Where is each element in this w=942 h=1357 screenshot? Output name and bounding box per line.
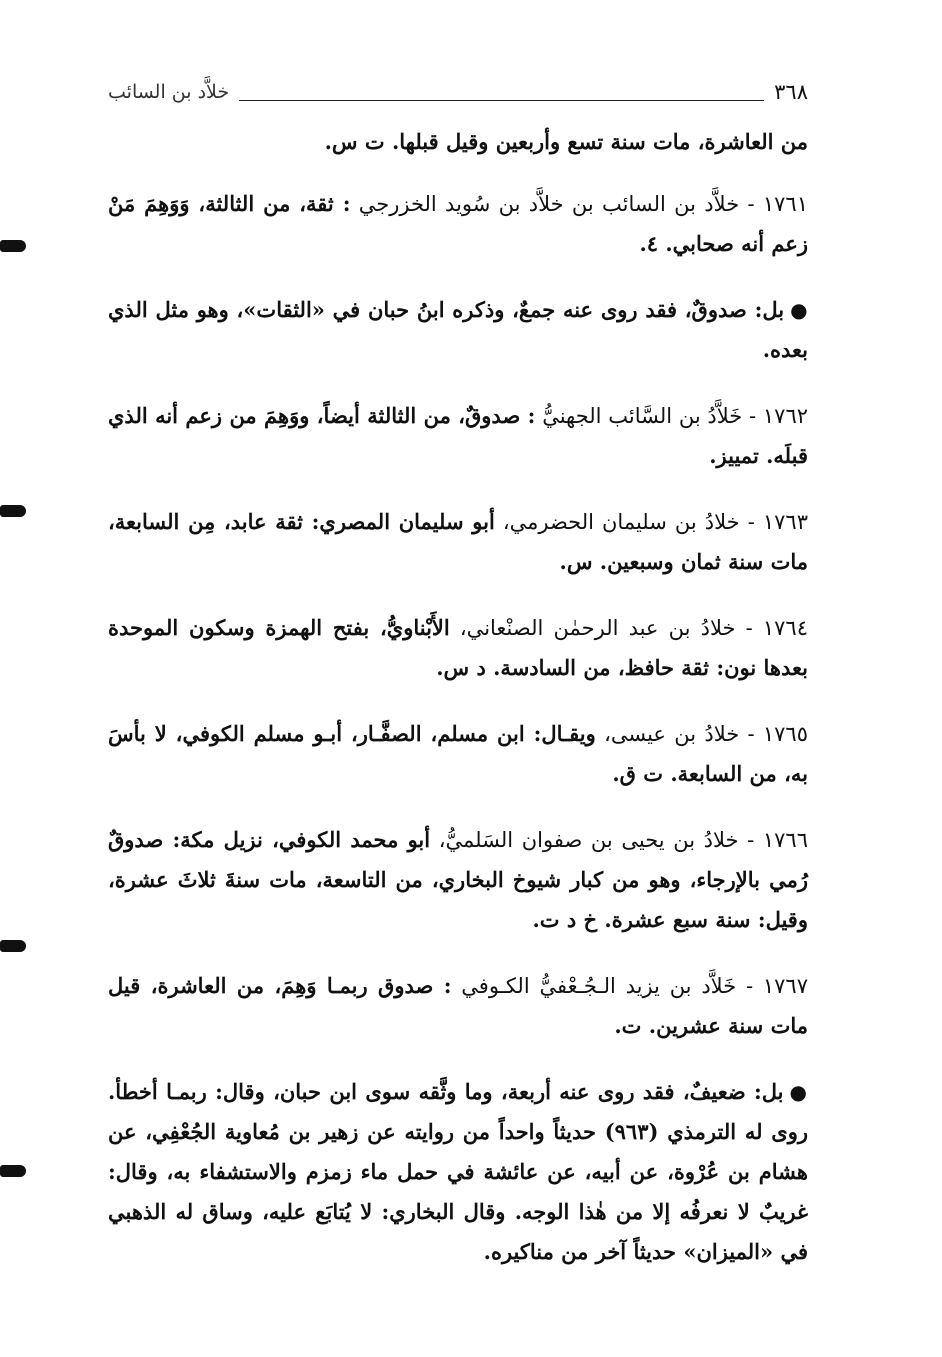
entry-1765 [108,714,808,794]
entry-text: : صدوقٌ، من الثالثة أيضاً، ووَهِمَ من زعم أنه الذي قبلَه. تمييز. [108,403,808,468]
comment-text: بل: ضعيفٌ، فقد روى عنه أربعة، وما وثَّقه سوى ابن حبان، وقال: ربمـا أخطأ. روى له الترمذي (٩٦٣) حديثاً واحداً من روايته عن زهير بن مُعاوية الجُعْفِي، عن هشام بن عُرْوة، عن أبيه، عن عائشة في حمل ماء زمزم والاستشفاء به، وقال: غريبٌ لا نعرفُه إلا من هٰذا الوجه. وقال البخاري: لا يُتابَع عليه، وساق له الذهبي في «الميزان» حديثاً آخر من مناكيره. [108,1079,808,1264]
scan-binding-mark [0,505,26,517]
continuation-paragraph: من العاشرة، مات سنة تسع وأربعين وقيل قبلها. ت س. [324,129,808,154]
comment-paragraph [108,290,808,370]
entry-1761 [108,184,808,264]
entry-text: : صدوق ربمـا وَهِمَ، من العاشرة، قيل مات سنة عشرين. ت. [108,973,808,1038]
entry-name: خلادُ بن سليمان الحضرمي، [502,510,740,534]
entry-number: ١٧٦٣ [762,510,808,534]
separator: - [738,828,763,852]
entry-number: ١٧٦٦ [762,828,808,852]
entry-name: خَلاَّدُ بن السَّائب الجهنيُّ [542,404,743,428]
separator: - [736,974,763,998]
scan-binding-mark [0,240,26,252]
page-number: ٣٦٨ [774,80,808,104]
entry-text: : ثقة، من الثالثة، وَوَهِمَ مَنْ زعم أنه صحابي. ٤. [108,191,808,256]
header-rule [239,100,764,101]
bullet-icon: ● [789,1080,809,1104]
entry-text: أبو محمد الكوفي، نزيل مكة: صدوقٌ رُمي بالإرجاء، وهو من كبار شيوخ البخاري، من التاسعة، مات سنةَ ثلاثَ عشرة، وقيل: سنة سبع عشرة. خ د ت. [108,827,808,932]
entry-1767 [108,966,808,1046]
entry-number: ١٧٦١ [762,192,808,216]
entry-1763 [108,502,808,582]
separator: - [739,192,763,216]
entry-name: خَلاَّد بن يزيد الـجُـعْفيُّ الكـوفي [461,974,737,998]
separator: - [739,510,763,534]
page-header [108,72,808,112]
comment-paragraph [108,1072,808,1272]
entry-name: خلادُ بن عيسى، [604,722,740,746]
entry-text: الأَبْناويُّ، بفتح الهمزة وسكون الموحدة بعدها نون: ثقة حافظ، من السادسة. د س. [108,615,808,680]
entry-number: ١٧٦٤ [762,616,808,640]
comment-text: بل: صدوقٌ، فقد روى عنه جمعٌ، وذكره ابنُ حبان في «الثقات»، وهو مثل الذي بعده. [108,297,808,362]
separator: - [742,404,763,428]
entry-name: خلادُ بن يحيى بن صفوان السَلميُّ، [438,828,739,852]
scan-binding-mark [0,940,26,952]
entry-1766 [108,820,808,940]
entry-text: أبو سليمان المصري: ثقة عابد، مِن السابعة، مات سنة ثمان وسبعين. س. [108,509,808,574]
body-text [108,122,808,1298]
bullet-icon: ● [790,298,809,322]
entry-text: ويقـال: ابن مسلم، الصفَّـار، أبـو مسلم الكوفي، لا بأسَ به، من السابعة. ت ق. [108,721,808,786]
scan-binding-mark [0,1165,26,1177]
entry-name: خلاَّد بن السائب بن خلاَّد بن سُويد الخزرجي [358,192,740,216]
separator: - [735,616,763,640]
entry-number: ١٧٦٥ [762,722,808,746]
separator: - [739,722,763,746]
entry-1762 [108,396,808,476]
entry-number: ١٧٦٧ [762,974,808,998]
running-title: خلاَّد بن السائب [108,81,230,103]
entry-1764 [108,608,808,688]
entry-name: خلادُ بن عبد الرحمٰن الصنْعاني، [459,616,736,640]
entry-number: ١٧٦٢ [762,404,809,428]
